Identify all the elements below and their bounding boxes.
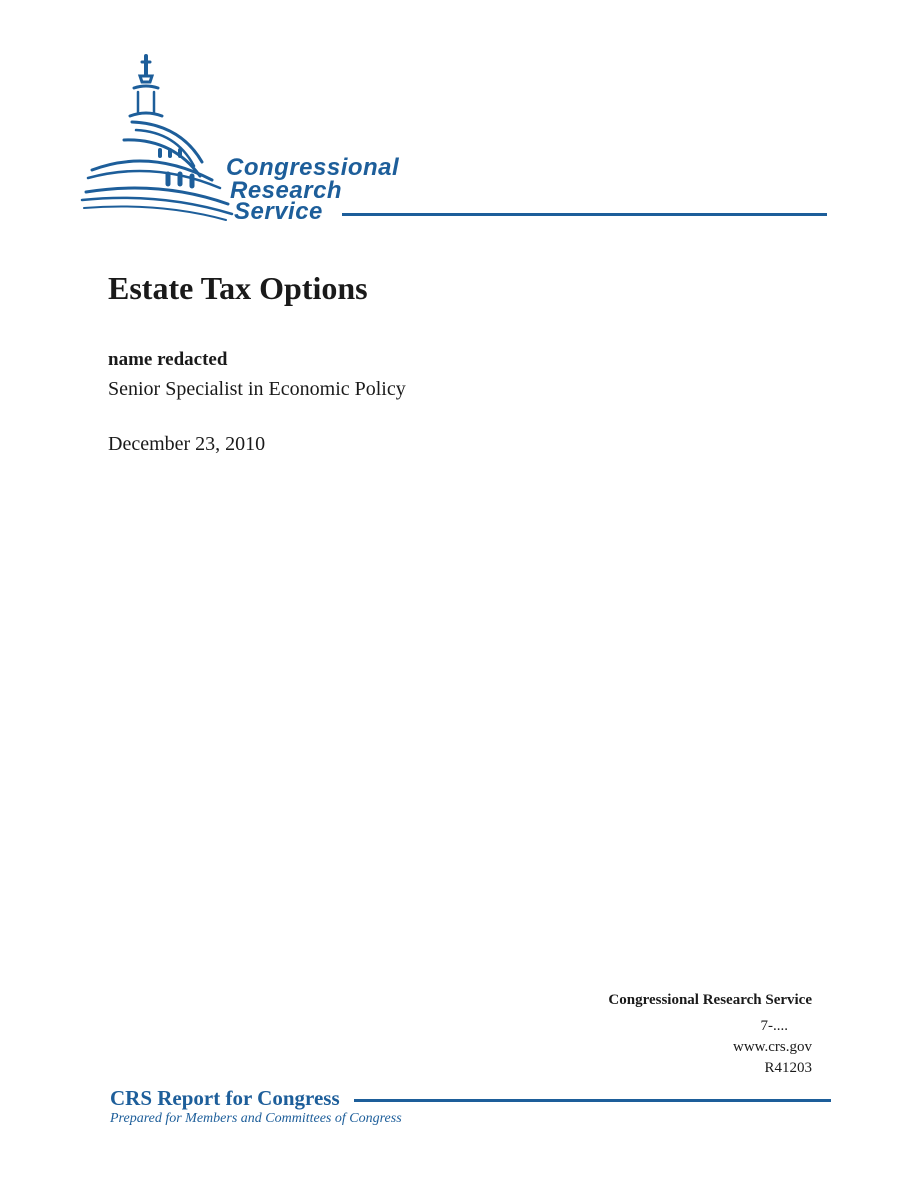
prepared-for: Prepared for Members and Committees of Congress (110, 1111, 402, 1126)
report-number: R41203 (764, 1060, 812, 1076)
author-name: name redacted (108, 349, 228, 370)
document-title: Estate Tax Options (108, 270, 368, 306)
author-role: Senior Specialist in Economic Policy (108, 378, 406, 400)
logo-text-service: Service (234, 198, 323, 225)
crs-logo (80, 52, 840, 227)
report-info (608, 990, 812, 1079)
logo-text-research: Research (230, 177, 343, 204)
logo-text-congressional: Congressional (226, 154, 400, 181)
footer-rule (354, 1099, 831, 1102)
organization-name: Congressional Research Service (608, 992, 812, 1008)
report-code: 7-.... (760, 1018, 788, 1034)
document-date: December 23, 2010 (108, 433, 266, 455)
logo-rule (342, 213, 827, 216)
report-for-congress: CRS Report for Congress (110, 1086, 340, 1110)
website-link[interactable]: www.crs.gov (732, 1039, 812, 1055)
